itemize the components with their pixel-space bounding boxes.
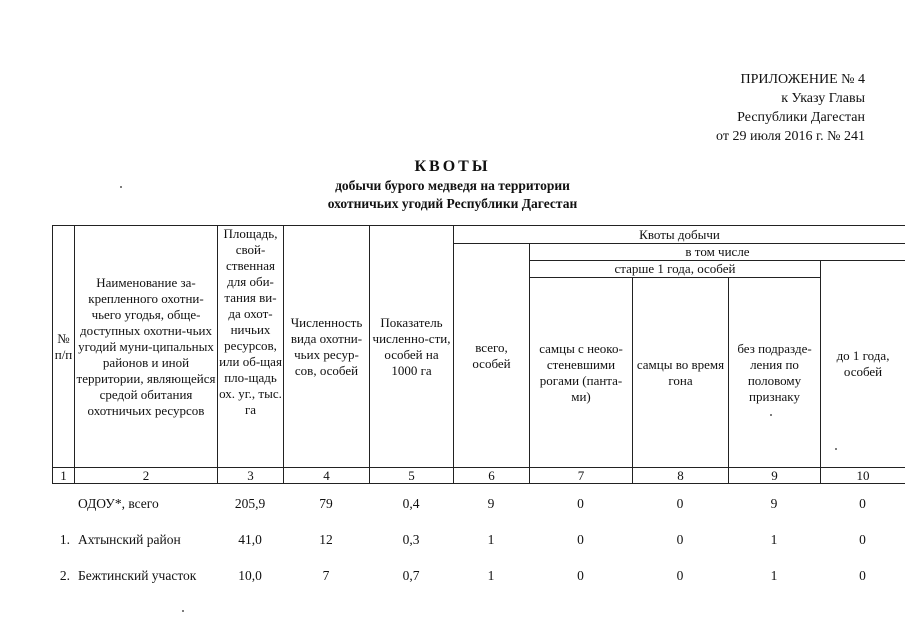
column-number: 6 (454, 468, 530, 484)
row-area: 10,0 (238, 568, 262, 583)
row-index: 2. (59, 568, 70, 583)
header-col-count: Численность вида охотни-чьих ресур-сов, особей (284, 226, 370, 468)
row-no-sex: 9 (770, 496, 778, 511)
header-col-males-antlers: самцы с неоко-стеневшими рогами (панта-ми) (530, 278, 633, 468)
header-col-density: Показатель численно-сти, особей на 1000 га (370, 226, 454, 468)
column-number: 1 (53, 468, 75, 484)
row-count: 7 (322, 568, 330, 583)
column-number: 9 (729, 468, 821, 484)
row-males-antlers: 0 (577, 568, 584, 583)
row-area: 41,0 (238, 532, 262, 547)
row-name: Ахтынский район (78, 532, 181, 547)
header-col-area: Площадь, свой-ственная для оби-тания ви-да охот-ничьих ресурсов, или об-щая пло-щадь ох. уг., тыс. га (218, 226, 284, 468)
header-col-name: Наименование за-крепленного охотни-чьего угодья, обще-доступных охотни-чьих угодий муни-ципальных районов и иной территории, являющейся средой обитания охотничьих ресурсов (75, 226, 218, 468)
table-row (52, 562, 905, 598)
row-count: 12 (319, 532, 333, 547)
column-number: 7 (530, 468, 633, 484)
scan-speck (770, 414, 772, 416)
column-number: 4 (284, 468, 370, 484)
row-no-sex: 1 (770, 568, 778, 583)
row-count: 79 (319, 496, 333, 511)
header-col-males-rut: самцы во время гона (633, 278, 729, 468)
scan-speck (120, 186, 122, 188)
row-index (52, 490, 74, 526)
scan-speck (835, 448, 837, 450)
row-males-rut: 0 (676, 496, 684, 511)
header-col-no-sex: без подразде-ления по половому признаку (729, 278, 821, 468)
header-col-total: всего, особей (454, 244, 530, 468)
column-number: 3 (218, 468, 284, 484)
document-title (0, 157, 905, 213)
row-index: 1. (59, 532, 70, 547)
row-total: 1 (487, 532, 495, 547)
appendix-line-1: ПРИЛОЖЕНИЕ № 4 (740, 72, 865, 87)
column-number: 2 (75, 468, 218, 484)
row-total: 9 (487, 496, 495, 511)
row-no-sex: 1 (770, 532, 778, 547)
table-row (52, 490, 905, 526)
quota-table-header (52, 225, 905, 484)
quota-table-body (52, 490, 905, 598)
column-number-row (53, 468, 905, 484)
title-line-3: охотничьих угодий Республики Дагестан (327, 196, 578, 211)
row-young: 0 (859, 532, 866, 547)
row-name: Бежтинский участок (78, 568, 197, 583)
table-row (52, 526, 905, 562)
row-young: 0 (859, 496, 866, 511)
appendix-block (716, 70, 865, 146)
header-including: в том числе (530, 244, 905, 261)
row-name: ОДОУ*, всего (78, 496, 159, 511)
column-number: 8 (633, 468, 729, 484)
row-area: 205,9 (234, 496, 266, 511)
header-quota-group: Квоты добычи (454, 226, 905, 244)
scan-speck (182, 610, 184, 612)
header-col-young: до 1 года, особей (821, 261, 905, 468)
column-number: 5 (370, 468, 454, 484)
appendix-line-4: от 29 июля 2016 г. № 241 (716, 129, 865, 144)
row-density: 0,3 (402, 532, 420, 547)
row-total: 1 (487, 568, 495, 583)
row-density: 0,7 (402, 568, 420, 583)
row-males-antlers: 0 (577, 532, 584, 547)
title-line-2: добычи бурого медведя на территории (335, 178, 570, 193)
title-main: КВОТЫ (414, 158, 491, 175)
row-males-rut: 0 (676, 532, 684, 547)
appendix-line-3: Республики Дагестан (737, 110, 865, 125)
row-young: 0 (859, 568, 866, 583)
row-males-rut: 0 (676, 568, 684, 583)
column-number: 10 (821, 468, 905, 484)
row-density: 0,4 (402, 496, 420, 511)
row-males-antlers: 0 (577, 496, 584, 511)
header-older: старше 1 года, особей (530, 261, 821, 278)
header-col-number: № п/п (53, 226, 75, 468)
appendix-line-2: к Указу Главы (781, 91, 865, 106)
